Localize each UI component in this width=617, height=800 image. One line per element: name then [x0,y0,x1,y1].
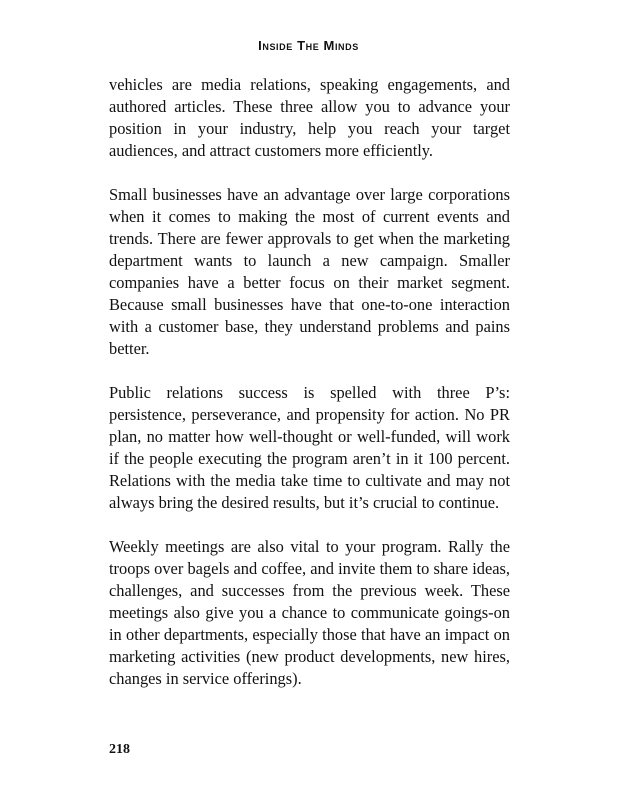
page-number: 218 [109,742,130,757]
running-header: Inside The Minds [258,38,359,53]
paragraph-3: Public relations success is spelled with three P’s: persistence, perseverance, and propensity for action. No PR plan, no matter how well-thought or well-funded, will work if the people executing the program aren’t in it 100 percent. Relations with the media take time to cultivate and may not always bring the desired results, but it’s crucial to continue. [109,383,510,512]
paragraph-4: Weekly meetings are also vital to your program. Rally the troops over bagels and coffee, and invite them to share ideas, challenges, and successes from the previous week. These meetings also give you a chance to communicate goings-on in other departments, especially those that have an impact on marketing activities (new product developments, new hires, changes in service offerings). [109,537,510,688]
page-body [109,74,510,712]
paragraph-1: vehicles are media relations, speaking engagements, and authored articles. These three allow you to advance your position in your industry, help you reach your target audiences, and attract customers more efficiently. [109,75,510,160]
paragraph-2: Small businesses have an advantage over large corporations when it comes to making the most of current events and trends. There are fewer approvals to get when the marketing department wants to launch a new campaign. Smaller companies have a better focus on their market segment. Because small businesses have that one-to-one interaction with a customer base, they understand problems and pains better. [109,185,510,358]
